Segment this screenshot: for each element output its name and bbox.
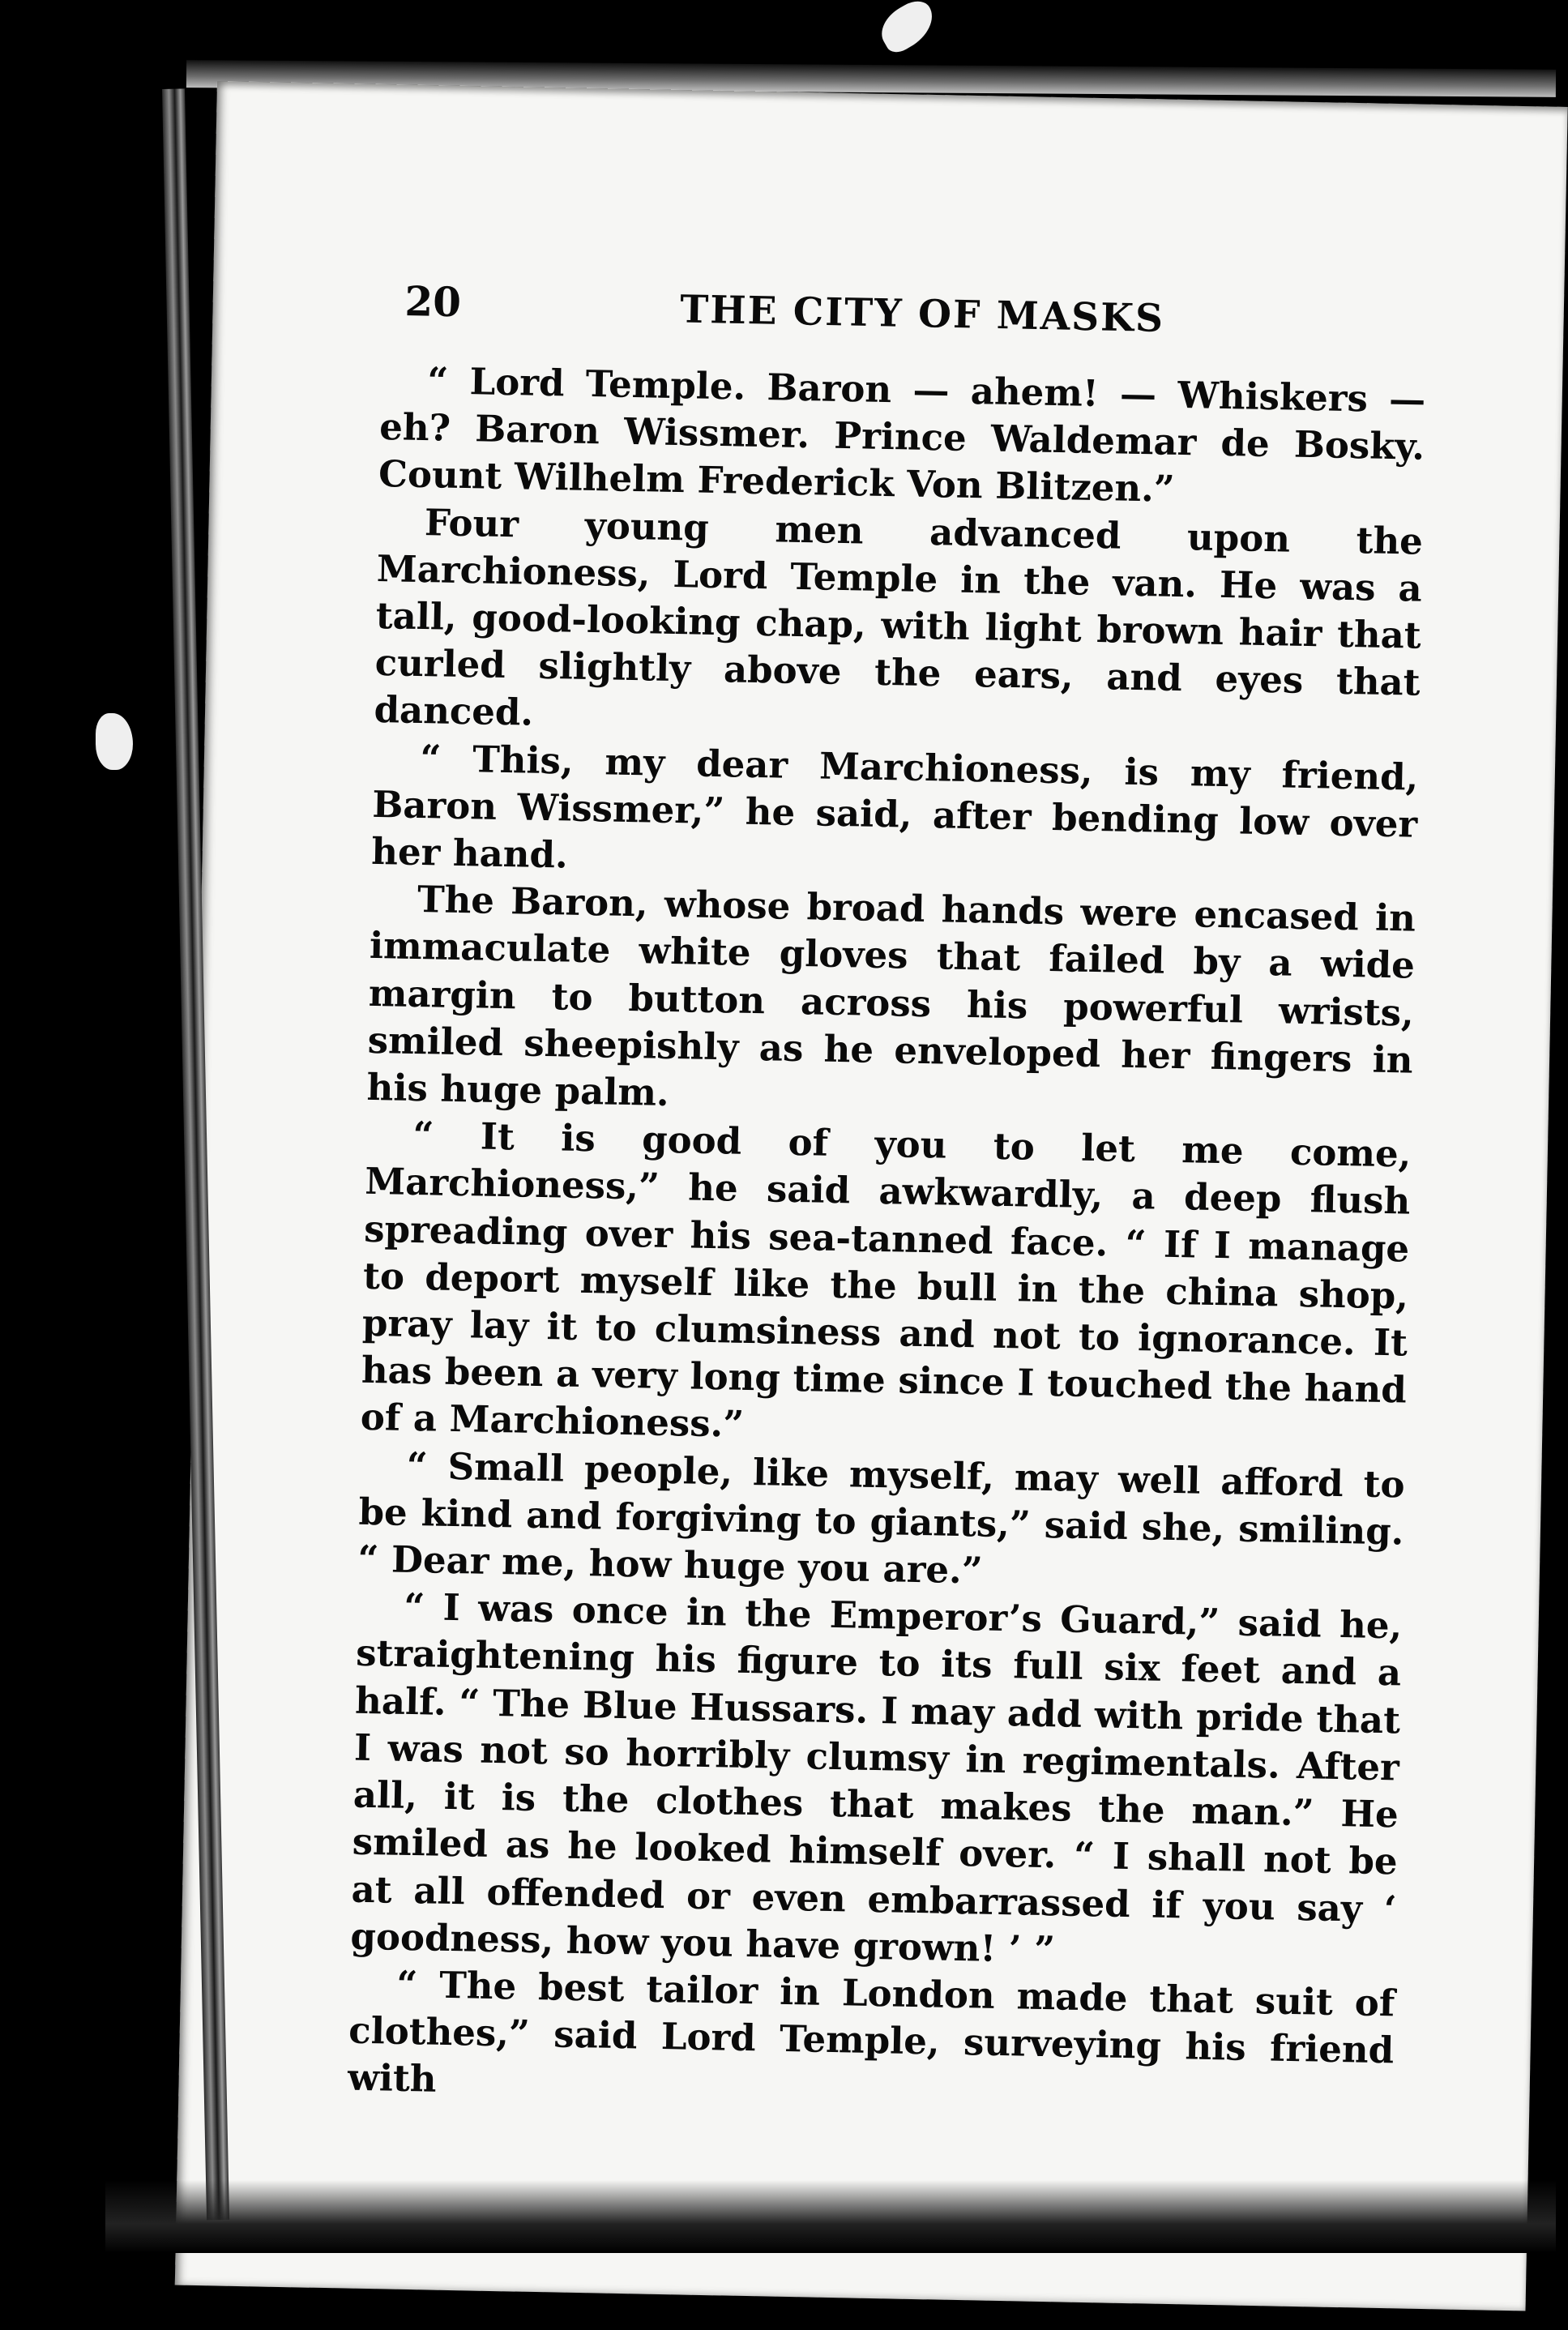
page-bottom-shadow [105,2180,1556,2253]
page-number: 20 [404,277,462,327]
body-text [348,357,1426,2122]
paragraph: “ Lord Temple. Baron — ahem! — Whiskers — eh? Baron Wissmer. Prince Waldemar de Bosky. Count Wilhelm Frederick Von Blitzen.” [378,359,1426,511]
paragraph: “ It is good of you to let me come, Marchioness,” he said awkwardly, a deep flush spreading over his sea-tanned face. “ If I manage to deport myself like the bull in the china shop, pray lay it to clumsiness and not to ignorance. It has been a very long time since I touched the hand of a Marchioness.” [360,1114,1412,1447]
paragraph: “ The best tailor in London made that suit of clothes,” said Lord Temple, surveying his friend with [347,1962,1395,2101]
paragraph: “ Small people, like myself, may well afford to be kind and forgiving to giants,” said she, smiling. “ Dear me, how huge you are.” [357,1443,1406,1593]
paragraph: “ This, my dear Marchioness, is my friend, Baron Wissmer,” he said, after bending low over her hand. [370,736,1419,877]
paragraph: The Baron, whose broad hands were encased in immaculate white gloves that failed by a wide margin to button across his powerful wrists, smiled sheepishly as he enveloped her fingers in his huge palm. [366,878,1416,1115]
paragraph: “ I was once in the Emperor’s Guard,” said he, straightening his figure to its full six feet and a half. “ The Blue Hussars. I may add with pride that I was not so horribly clumsy in regimentals. After all, it is the clothes that makes the man.” He smiled as he looked himself over. “ I shall not be at all offended or even embarrassed if you say ‘ goodness, how you have grown! ’ ” [350,1585,1403,1972]
book-title: THE CITY OF MASKS [679,287,1165,341]
paragraph: Four young men advanced upon the Marchioness, Lord Temple in the van. He was a tall, good-looking chap, with light brown hair that curled slightly above the ears, and eyes that danced. [374,500,1424,735]
